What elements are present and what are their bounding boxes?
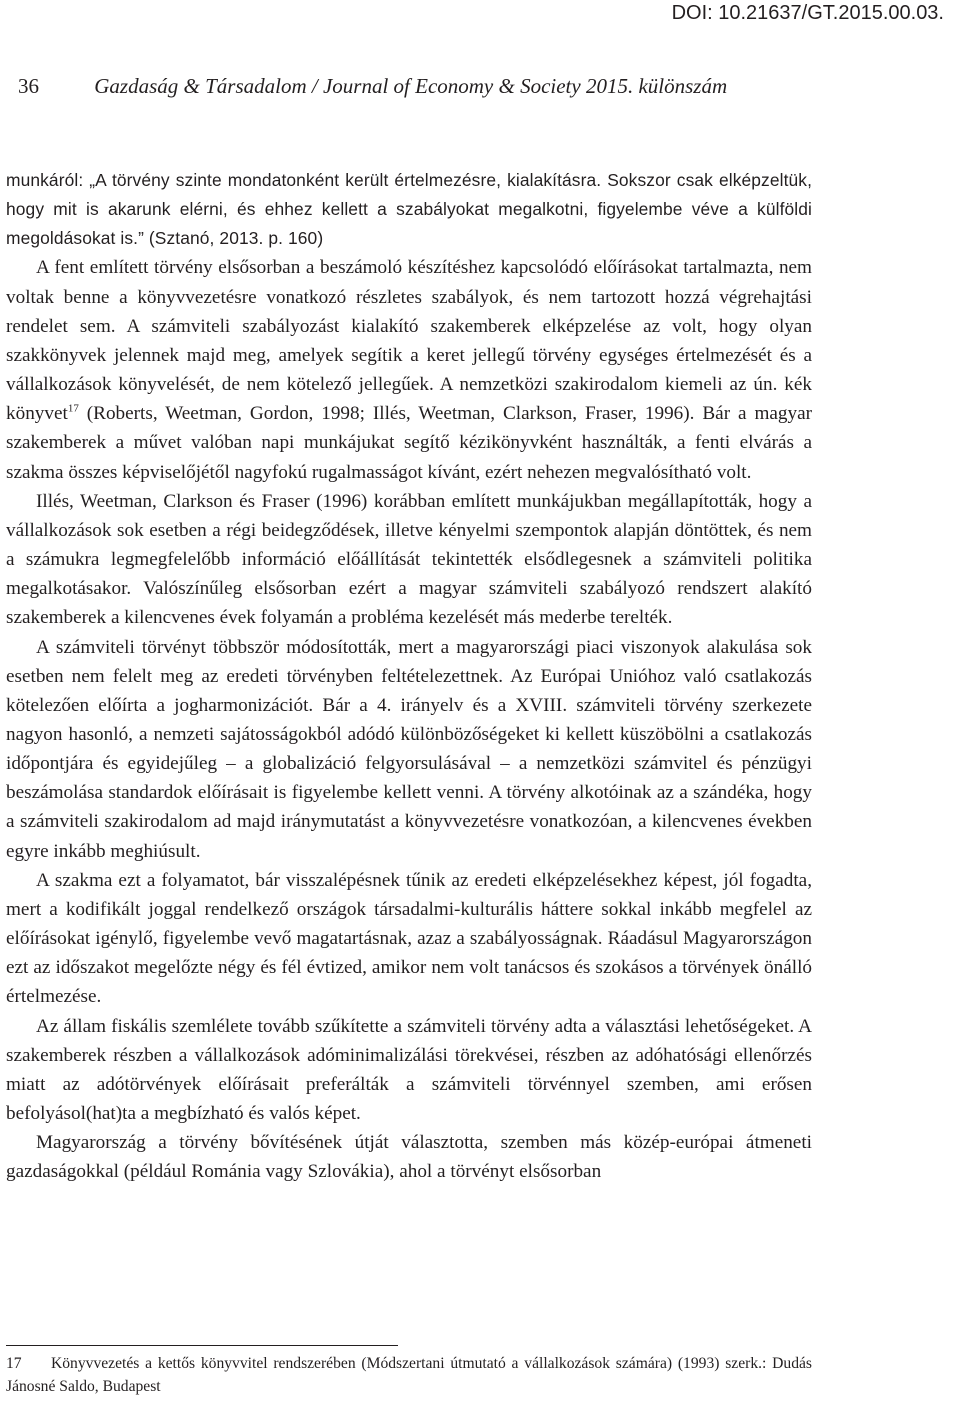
paragraph-1	[6, 253, 812, 486]
doi-label: DOI: 10.21637/GT.2015.00.03.	[671, 2, 944, 24]
paragraph-4: A szakma ezt a folyamatot, bár visszalépésnek tűnik az eredeti elképzelésekhez képest, jól fogadta, mert a kodifikált joggal rendelkező országok társadalmi-kulturális háttere sokkal inkább megfelel az előírásokat igénylő, figyelembe vevő magatartásnak, azaz a szabályosságnak. Ráadásul Magyarországon ezt az időszakot megelőzte négy és fél évtized, amikor nem volt tanácsos és szokásos a törvények önálló értelmezése.	[6, 869, 812, 1008]
page-number: 36	[18, 74, 39, 98]
footnote-reference[interactable]: 17	[67, 402, 79, 415]
main-text	[6, 166, 812, 1186]
footnote-number: 17	[6, 1355, 22, 1372]
paragraph-3: A számviteli törvényt többször módosították, mert a magyarországi piaci viszonyok alakulása sok esetben nem felelt meg az eredeti törvényben feltételezettnek. Az Európai Unióhoz való csatlakozás kötelezően előírta a jogharmonizációt. Bár a 4. irányelv és a XVIII. számviteli törvény szerkezete nagyon hasonló, a nemzeti sajátosságokból adódó különbözőségeket ki kellett küszöbölni a csatlakozás időpontjára és egyidejűleg – a globalizáció felgyorsulásával – a nemzetközi számvitel és pénzügyi beszámolása standardok előírásait is figyelembe kellett venni. A törvény alkotóinak az a szándéka, hogy a számviteli szakirodalom ad majd iránymutatást a könyvvezetésre vonatkozóan, a kilencvenes években egyre inkább meghiúsult.	[6, 636, 812, 862]
paragraph-2: Illés, Weetman, Clarkson és Fraser (1996) korábban említett munkájukban megállapították, hogy a vállalkozások sok esetben a régi beidegződések, illetve kényelmi szempontok alapján döntöttek, és nem a számukra legmegfelelőbb információ előállítását tekintették elsődlegesnek a számviteli politika megalkotásakor. Valószínűleg elsősorban ezért a magyar számviteli szabályozó rendszert alakító szakemberek a kilencvenes évek folyamán a probléma kezelését más mederbe terelték.	[6, 490, 812, 629]
quote-paragraph: munkáról: „A törvény szinte mondatonként került értelmezésre, kialakításra. Sokszor csak elképzeltük, hogy mit is akarunk elérni, és ehhez kellett a szabályokat megalkotni, figyelembe véve a külföldi megoldásokat is.” (Sztanó, 2013. p. 160)	[6, 170, 812, 249]
paragraph-5: Az állam fiskális szemlélete tovább szűkítette a számviteli törvény adta a választási lehetőségeket. A szakemberek részben a vállalkozások adóminimalizálási törekvései, részben az adóhatósági ellenőrzés miatt az adótörvények előírásait preferálták a számviteli törvénnyel szemben, ami erősen befolyásol(hat)ta a megbízható és valós képet.	[6, 1015, 812, 1124]
footnote	[6, 1352, 812, 1398]
paragraph-6: Magyarország a törvény bővítésének útját választotta, szemben más közép-európai átmeneti gazdaságokkal (például Románia vagy Szlovákia), ahol a törvényt elsősorban	[6, 1132, 812, 1183]
paragraph-1-text: A fent említett törvény elsősorban a beszámoló készítéshez kapcsolódó előírásokat tartalmazta, nem voltak benne a könyvvezetésre vonatkozó részletes szabályok, és nem tartozott hozzá végrehajtási rendelet sem. A számviteli szabályozást kialakító szakemberek elképzelése az volt, hogy olyan szakkönyvek jelennek majd meg, amelyek segítik a keret jellegű törvény egységes értelmezését és a vállalkozások könyvelését, de nem kötelező jellegűek. A nemzetközi szakirodalom kiemeli az ún. kék könyvet	[6, 257, 812, 425]
running-header	[18, 74, 727, 99]
footnote-divider	[6, 1345, 398, 1346]
paragraph-1-text-cont: (Roberts, Weetman, Gordon, 1998; Illés, Weetman, Clarkson, Fraser, 1996). Bár a magyar szakemberek a művet valóban napi munkájukat segítő kézikönyvként használták, a fenti elvárás a szakma összes képviselőjétől nagyfokú rugalmasságot kívánt, ezért nehezen megvalósítható volt.	[6, 403, 812, 483]
footnote-text: Könyvvezetés a kettős könyvvitel rendszerében (Módszertani útmutató a vállalkozások számára) (1993) szerk.: Dudás Jánosné Saldo, Budapest	[6, 1355, 812, 1395]
journal-title: Gazdaság & Társadalom / Journal of Economy & Society 2015. különszám	[94, 74, 728, 98]
